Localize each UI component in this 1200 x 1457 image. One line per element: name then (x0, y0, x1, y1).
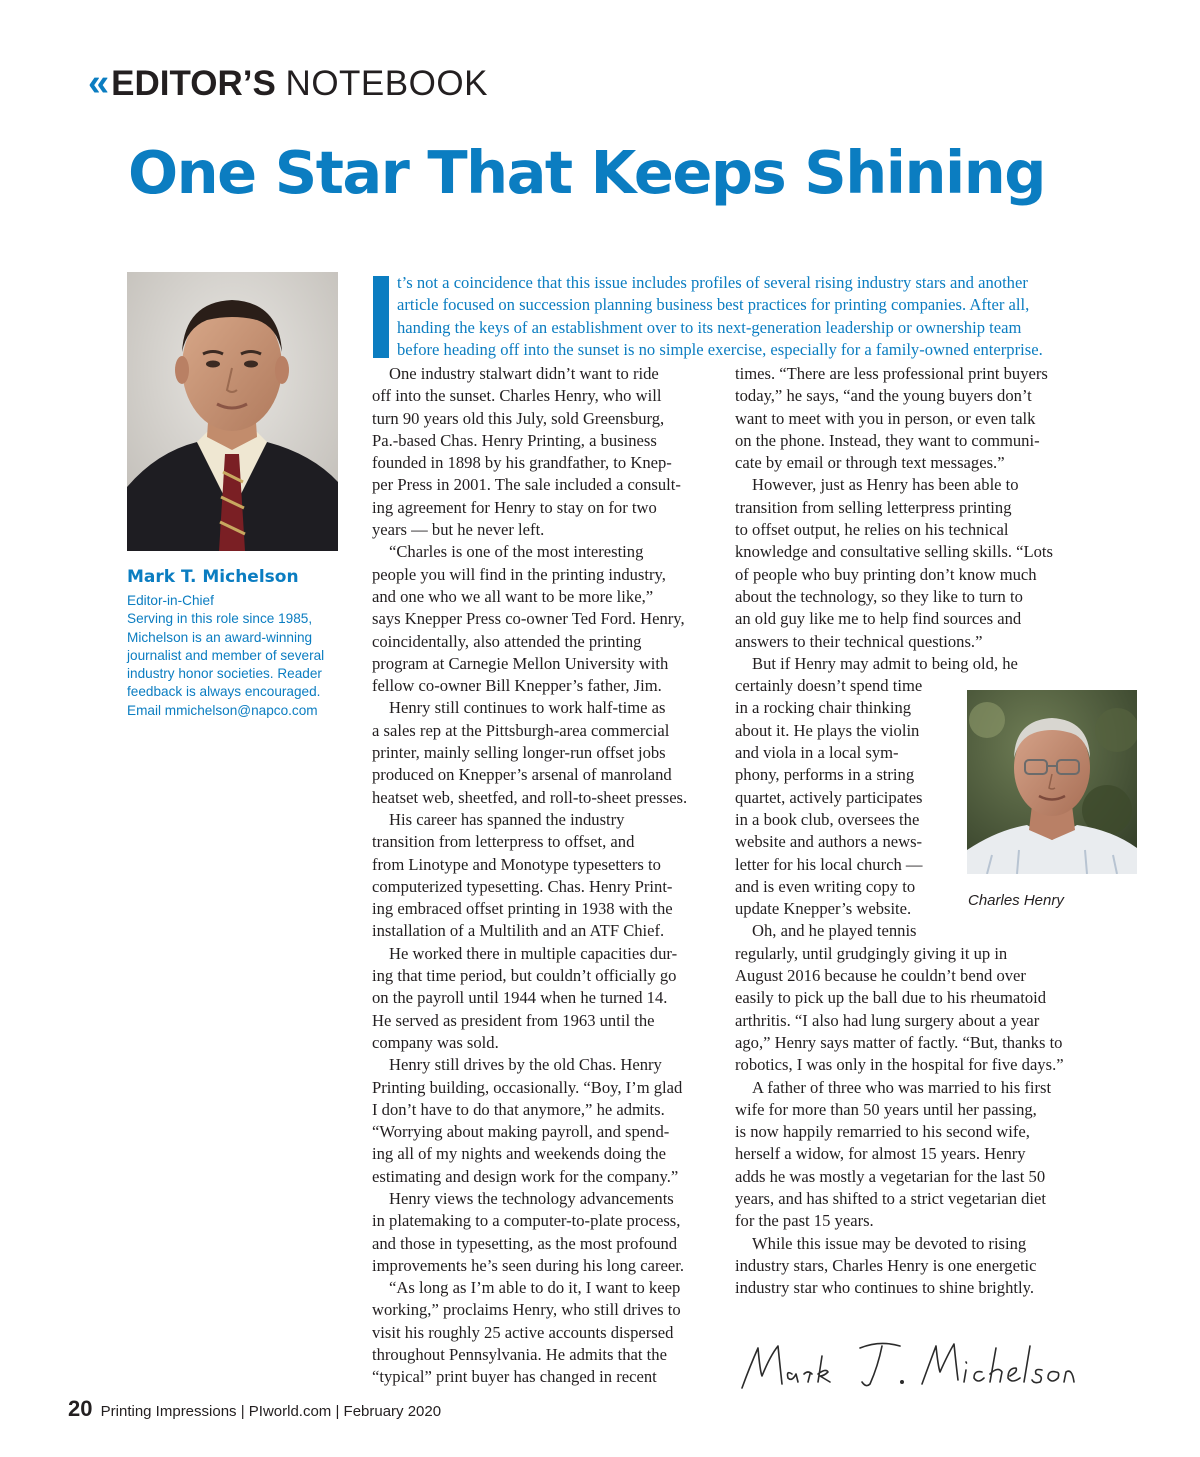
intro-line: article focused on succession planning business best practices for printing companies. After all, (397, 295, 1030, 315)
editor-bio-line: Editor-in-Chief (127, 593, 214, 608)
body-text-line: cate by email or through text messages.” (735, 453, 1005, 473)
body-text-line: Henry still drives by the old Chas. Henry (389, 1055, 662, 1075)
body-text-line: His career has spanned the industry (389, 809, 625, 829)
body-text-line: turn 90 years old this July, sold Greensburg, (372, 408, 665, 428)
body-text-line: industry star who continues to shine brightly. (735, 1278, 1034, 1298)
charles-henry-photo (967, 690, 1137, 874)
body-text-line: working,” proclaims Henry, who still drives to (372, 1300, 681, 1320)
body-text-line: computerized typesetting. Chas. Henry Print- (372, 876, 673, 896)
intro-line: handing the keys of an establishment over to its next-generation leadership or ownership team (397, 317, 1022, 337)
body-text-line: throughout Pennsylvania. He admits that the (372, 1345, 667, 1365)
body-text-line: and viola in a local sym- (735, 743, 899, 763)
article-column-left (372, 363, 712, 1389)
body-text-line: coincidentally, also attended the printing (372, 631, 642, 651)
body-text-line: regularly, until grudgingly giving it up in (735, 943, 1008, 963)
body-text-line: While this issue may be devoted to rising (752, 1233, 1027, 1253)
editor-bio-line: Serving in this role since 1985, (127, 611, 313, 627)
body-text-line: program at Carnegie Mellon University with (372, 653, 669, 673)
body-text-line: adds he was mostly a vegetarian for the last 50 (735, 1166, 1046, 1186)
body-text-line: per Press in 2001. The sale included a consult- (372, 475, 681, 495)
section-title-bold: EDITOR’S (111, 64, 276, 103)
body-text-line: August 2016 because he couldn’t bend over (735, 966, 1026, 986)
body-text-line: in a book club, oversees the (735, 809, 920, 829)
body-text-line: produced on Knepper’s arsenal of manroland (372, 765, 672, 785)
body-text-line: installation of a Multilith and an ATF Chief. (372, 921, 665, 941)
body-text-line: update Knepper’s website. (735, 899, 912, 919)
body-text-line: arthritis. “I also had lung surgery about a year (735, 1010, 1040, 1030)
body-text-line: off into the sunset. Charles Henry, who will (372, 386, 662, 406)
body-text-line: He served as president from 1963 until the (372, 1010, 655, 1030)
double-chevron-icon: « (88, 62, 104, 104)
editor-bio-line: industry honor societies. Reader (127, 666, 322, 682)
body-text-line: fellow co-owner Bill Knepper’s father, Jim. (372, 676, 662, 696)
body-text-line: years — but he never left. (372, 520, 545, 540)
body-text-line: One industry stalwart didn’t want to ride (389, 364, 659, 383)
body-text-line: of people who buy printing don’t know much (735, 564, 1037, 584)
body-text-line: ing that time period, but couldn’t officially go (372, 966, 677, 986)
section-header (88, 62, 488, 105)
body-text-line: Oh, and he played tennis (752, 921, 917, 941)
body-text-line: says Knepper Press co-owner Ted Ford. Henry, (372, 609, 685, 629)
body-text-line: company was sold. (372, 1032, 499, 1052)
section-title-light: NOTEBOOK (285, 64, 488, 103)
body-text-line: Henry still continues to work half-time as (389, 698, 666, 718)
editor-portrait-photo (127, 272, 338, 551)
body-text-line: on the payroll until 1944 when he turned 14. (372, 988, 668, 1008)
body-text-line: phony, performs in a string (735, 765, 915, 785)
body-text-line: wife for more than 50 years until her passing, (735, 1099, 1037, 1119)
body-text-line: quartet, actively participates (735, 787, 923, 807)
handwritten-signature (730, 1326, 1075, 1398)
body-text-line: But if Henry may admit to being old, he (752, 653, 1018, 673)
body-text-line: visit his roughly 25 active accounts dispersed (372, 1322, 674, 1342)
body-text-line: ago,” Henry says matter of factly. “But, thanks to (735, 1032, 1063, 1052)
body-text-line: on the phone. Instead, they want to communi- (735, 430, 1040, 450)
body-text-line: ing embraced offset printing in 1938 with the (372, 899, 673, 919)
body-text-line: transition from selling letterpress printing (735, 497, 1012, 517)
photo-caption: Charles Henry (968, 892, 1064, 909)
editor-bio-line: feedback is always encouraged. (127, 684, 321, 700)
article-headline: One Star That Keeps Shining (128, 138, 1045, 207)
editor-bio-line: journalist and member of several (127, 647, 325, 663)
body-text-line: A father of three who was married to his first (752, 1077, 1052, 1097)
body-text-line: in a rocking chair thinking (735, 698, 912, 718)
intro-lines (397, 272, 1043, 361)
body-text-line: He worked there in multiple capacities dur- (389, 943, 678, 963)
page-number: 20 (68, 1396, 93, 1421)
body-text-line: certainly doesn’t spend time (735, 676, 923, 696)
body-text-line: improvements he’s seen during his long career. (372, 1255, 684, 1275)
body-text-line: an old guy like me to help find sources and (735, 609, 1022, 629)
body-text-line: founded in 1898 by his grandfather, to Knep- (372, 453, 672, 473)
body-text-line: years, and has shifted to a strict vegetarian diet (735, 1188, 1047, 1208)
footer-publication-info: Printing Impressions | PIworld.com | February 2020 (100, 1403, 442, 1420)
body-text-line: in platemaking to a computer-to-plate process, (372, 1211, 681, 1231)
editor-bio-line: Michelson is an award-winning (127, 629, 313, 645)
body-text-line: herself a widow, for almost 15 years. Henry (735, 1144, 1026, 1164)
intro-line: before heading off into the sunset is no simple exercise, especially for a family-owned enterprise. (397, 339, 1043, 359)
editor-bio (127, 592, 352, 720)
body-text-line: today,” he says, “and the young buyers don’t (735, 386, 1032, 406)
body-text-line: from Linotype and Monotype typesetters to (372, 854, 661, 874)
body-text-line: robotics, I was only in the hospital for five days.” (735, 1055, 1064, 1075)
body-text-line: industry stars, Charles Henry is one energetic (735, 1255, 1037, 1275)
body-text-line: and one who we all want to be more like,” (372, 586, 654, 606)
body-text-line: Pa.-based Chas. Henry Printing, a business (372, 430, 657, 450)
body-text-line: “Worrying about making payroll, and spend- (372, 1122, 670, 1142)
body-text-line: letter for his local church — (735, 854, 923, 874)
body-text-line: about it. He plays the violin (735, 720, 920, 740)
page-footer (68, 1396, 441, 1422)
body-text-line: and those in typesetting, as the most profound (372, 1233, 678, 1253)
body-text-line: estimating and design work for the company.” (372, 1166, 679, 1186)
body-text-line: easily to pick up the ball due to his rheumatoid (735, 988, 1047, 1008)
body-text-line: is now happily remarried to his second wife, (735, 1122, 1030, 1142)
body-text-line: printer, mainly selling longer-run offset jobs (372, 743, 666, 763)
body-text-line: ing all of my nights and weekends doing the (372, 1144, 667, 1164)
body-text-line: answers to their technical questions.” (735, 631, 983, 651)
body-text-line: “Charles is one of the most interesting (389, 542, 644, 562)
body-text-line: times. “There are less professional print buyers (735, 364, 1048, 383)
body-text-line: I don’t have to do that anymore,” he admits. (372, 1099, 665, 1119)
editor-name: Mark T. Michelson (127, 567, 299, 587)
body-text-line: “typical” print buyer has changed in recent (372, 1367, 657, 1387)
body-text-line: and is even writing copy to (735, 876, 916, 896)
body-text-line: knowledge and consultative selling skills. “Lots (735, 542, 1053, 562)
body-text-line: a sales rep at the Pittsburgh-area commercial (372, 720, 670, 740)
body-text-line: However, just as Henry has been able to (752, 475, 1019, 495)
body-text-line: Printing building, occasionally. “Boy, I’m glad (372, 1077, 683, 1097)
body-text-line: about the technology, so they like to turn to (735, 586, 1023, 606)
body-text-line: want to meet with you in person, or even talk (735, 408, 1036, 428)
body-text-line: “As long as I’m able to do it, I want to keep (389, 1278, 681, 1298)
editor-bio-line: Email mmichelson@napco.com (127, 702, 318, 718)
body-text-line: ing agreement for Henry to stay on for two (372, 497, 657, 517)
dropcap-letter (371, 276, 393, 358)
body-text-line: heatset web, sheetfed, and roll-to-sheet presses. (372, 787, 688, 807)
body-text-line: transition from letterpress to offset, and (372, 832, 635, 852)
body-text-line: people you will find in the printing industry, (372, 564, 666, 584)
intro-line: t’s not a coincidence that this issue includes profiles of several rising industry stars and another (397, 273, 1028, 292)
body-text-line: for the past 15 years. (735, 1211, 874, 1231)
body-text-line: to offset output, he relies on his technical (735, 520, 1009, 540)
body-text-line: website and authors a news- (735, 832, 923, 852)
body-text-line: Henry views the technology advancements (389, 1188, 674, 1208)
